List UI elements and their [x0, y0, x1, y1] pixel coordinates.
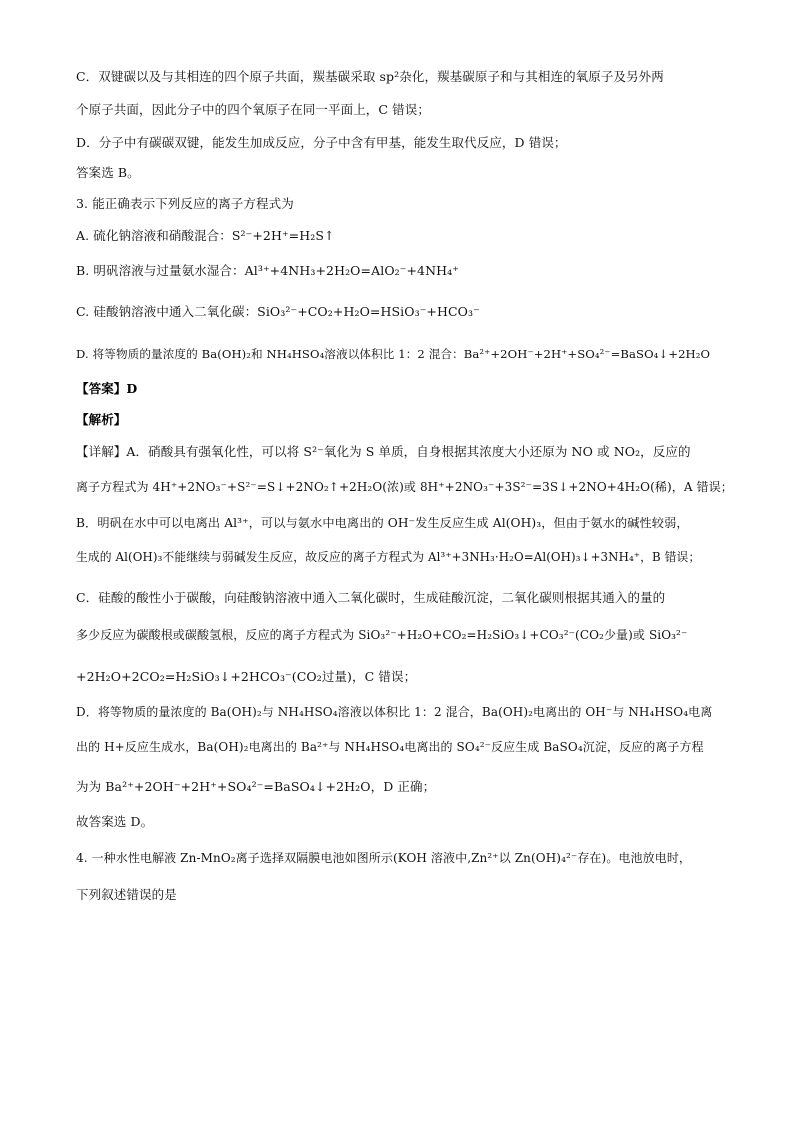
text-line: 个原子共面，因此分子中的四个氧原子在同一平面上，C 错误；	[76, 102, 430, 117]
text-line: 【详解】A．硝酸具有强氧化性，可以将 S²⁻氧化为 S 单质，自身根据其浓度大小还原为 NO 或 NO₂，反应的	[76, 444, 691, 459]
analysis-heading: 【解析】	[76, 412, 127, 427]
text-line: C．硅酸的酸性小于碳酸，向硅酸钠溶液中通入二氧化碳时，生成硅酸沉淀，二氧化碳则根据其通入的量的	[76, 590, 666, 605]
option-c: C. 硅酸钠溶液中通入二氧化碳：SiO₃²⁻+CO₂+H₂O=HSiO₃⁻+HCO₃⁻	[76, 304, 480, 319]
text-line: 故答案选 D。	[76, 814, 154, 829]
text-line: C．双键碳以及与其相连的四个原子共面，羰基碳采取 sp²杂化，羰基碳原子和与其相连的氧原子及另外两	[76, 69, 664, 84]
option-a: A. 硫化钠溶液和硝酸混合：S²⁻+2H⁺=H₂S↑	[76, 228, 335, 243]
text-line: D．分子中有碳碳双键，能发生加成反应，分子中含有甲基，能发生取代反应，D 错误；	[76, 135, 567, 150]
text-line: 离子方程式为 4H⁺+2NO₃⁻+S²⁻=S↓+2NO₂↑+2H₂O(浓)或 8H⁺+2NO₃⁻+3S²⁻=3S↓+2NO+4H₂O(稀)，A 错误；	[76, 480, 733, 494]
text-line: 多少反应为碳酸根或碳酸氢根，反应的离子方程式为 SiO₃²⁻+H₂O+CO₂=H₂SiO₃↓+CO₃²⁻(CO₂少量)或 SiO₃²⁻	[76, 628, 688, 642]
text-line: 为为 Ba²⁺+2OH⁻+2H⁺+SO₄²⁻=BaSO₄↓+2H₂O，D 正确；	[76, 779, 436, 794]
text-line: D．将等物质的量浓度的 Ba(OH)₂与 NH₄HSO₄溶液以体积比 1：2 混合，Ba(OH)₂电离出的 OH⁻与 NH₄HSO₄电离	[76, 705, 713, 719]
question-3-stem: 3. 能正确表示下列反应的离子方程式为	[76, 196, 294, 211]
question-4-stem: 4. 一种水性电解液 Zn-MnO₂离子选择双隔膜电池如图所示(KOH 溶液中,Zn²⁺以 Zn(OH)₄²⁻存在)。电池放电时，	[76, 851, 692, 865]
option-d: D. 将等物质的量浓度的 Ba(OH)₂和 NH₄HSO₄溶液以体积比 1：2 混合：Ba²⁺+2OH⁻+2H⁺+SO₄²⁻=BaSO₄↓+2H₂O	[76, 347, 711, 361]
text-line: +2H₂O+2CO₂=H₂SiO₃↓+2HCO₃⁻(CO₂过量)，C 错误；	[76, 669, 417, 684]
text-line: 出的 H+反应生成水，Ba(OH)₂电离出的 Ba²⁺与 NH₄HSO₄电离出的 SO₄²⁻反应生成 BaSO₄沉淀，反应的离子方程	[76, 740, 704, 754]
text-line: B．明矾在水中可以电离出 Al³⁺，可以与氨水中电离出的 OH⁻发生反应生成 Al(OH)₃，但由于氨水的碱性较弱，	[76, 516, 689, 530]
text-line: 生成的 Al(OH)₃不能继续与弱碱发生反应，故反应的离子方程式为 Al³⁺+3NH₃·H₂O=Al(OH)₃↓+3NH₄⁺，B 错误；	[76, 550, 701, 564]
text-line: 答案选 B。	[76, 165, 140, 180]
answer-heading: 【答案】D	[76, 381, 138, 396]
option-b: B. 明矾溶液与过量氨水湿合：Al³⁺+4NH₃+2H₂O=AlO₂⁻+4NH₄⁺	[76, 263, 459, 278]
text-line: 下列叙述错误的是	[76, 887, 177, 902]
